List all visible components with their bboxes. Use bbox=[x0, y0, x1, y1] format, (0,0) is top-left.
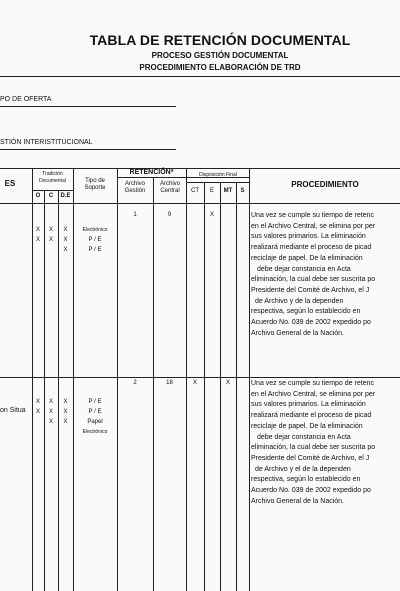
col-archivo-central: Archivo Central bbox=[159, 181, 180, 194]
cell-procedimiento: Una vez se cumple su tiempo de retenc en el Archivo Central, se elimina por per sus valores primarios. La eliminación realizará mediante el proceso de picad reciclaje de papel. De la eliminación debe dejar constancia en Acta eliminación, la cual debe ser suscrita po Presidente del Comité de Archivo, el J de Archivo y el de la dependen respectiva, según lo establecido en Acuerdo No. 039 de 2002 expedido po Archivo General de la Nación. bbox=[251, 380, 376, 505]
document-title: TABLA DE RETENCIÓN DOCUMENTAL bbox=[89, 32, 351, 48]
cell-central: 18 bbox=[166, 380, 173, 386]
col-s: S bbox=[240, 188, 245, 194]
cell-e: X bbox=[209, 212, 214, 218]
row-divider bbox=[0, 377, 400, 378]
cell-ct: X bbox=[192, 380, 197, 386]
cell-c: X X X bbox=[48, 399, 53, 425]
cell-gestion: 1 bbox=[133, 212, 137, 218]
field-oferta: PO DE OFERTA bbox=[0, 96, 52, 103]
col-de: D.E bbox=[60, 193, 71, 199]
col-o: O bbox=[35, 193, 41, 199]
header-rule bbox=[0, 76, 400, 77]
field-oferta-underline bbox=[0, 106, 176, 107]
col-retencion: RETENCIÓN* bbox=[129, 169, 174, 176]
field-gestion: STIÓN INTERISTITUCIONAL bbox=[0, 139, 93, 146]
cell-soporte: Electrónico P / E P / E bbox=[82, 227, 108, 253]
col-archivo-gestion: Archivo Gestión bbox=[124, 181, 146, 194]
col-tradicion: Tradición Documental bbox=[39, 171, 66, 184]
cell-o: X X bbox=[35, 227, 40, 243]
process-subtitle: PROCESO GESTIÓN DOCUMENTAL bbox=[151, 51, 289, 60]
table-top-border bbox=[0, 168, 400, 169]
cell-de: X X X bbox=[63, 227, 68, 253]
cell-mt: X bbox=[225, 380, 230, 386]
col-ct: CT bbox=[191, 188, 199, 194]
col-c: C bbox=[48, 193, 54, 199]
cell-gestion: 2 bbox=[133, 380, 137, 386]
cell-series: on Situa bbox=[0, 407, 26, 414]
col-series: ES bbox=[4, 179, 16, 188]
field-gestion-underline bbox=[0, 149, 176, 150]
col-mt: MT bbox=[223, 188, 233, 194]
cell-soporte: P / E P / E Papel Electrónico bbox=[82, 399, 108, 435]
procedure-subtitle: PROCEDIMIENTO ELABORACIÓN DE TRD bbox=[139, 63, 301, 72]
cell-o: X X bbox=[35, 399, 40, 415]
col-procedimiento: PROCEDIMIENTO bbox=[291, 180, 359, 189]
col-soporte: Tipo de Soporte bbox=[84, 178, 106, 191]
cell-c: X X bbox=[48, 227, 53, 243]
header-bottom-border bbox=[0, 203, 400, 204]
cell-de: X X X bbox=[63, 399, 68, 425]
col-e: E bbox=[209, 188, 214, 194]
cell-procedimiento: Una vez se cumple su tiempo de retenc en el Archivo Central, se elimina por per sus valores primarios. La eliminación realizará mediante el proceso de picad reciclaje de papel. De la eliminación debe dejar constancia en Acta eliminación, la cual debe ser suscrita po Presidente del Comité de Archivo, el J de Archivo y de la dependen respectiva, según lo establecido en Acuerdo No. 039 de 2002 expedido po Archivo General de la Nación. bbox=[251, 212, 376, 337]
cell-central: 9 bbox=[167, 212, 172, 218]
col-disposicion: Disposición Final bbox=[199, 172, 237, 178]
